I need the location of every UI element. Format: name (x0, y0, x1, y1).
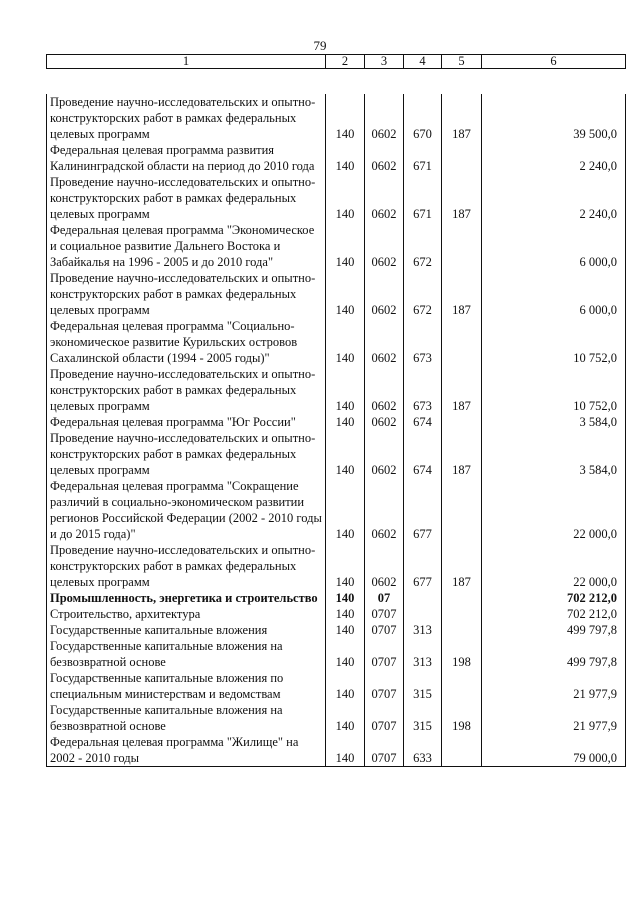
target-code-cell: 315 (404, 702, 442, 734)
table-row (47, 270, 626, 318)
expense-type-cell (442, 734, 482, 767)
section-code-cell: 0602 (365, 94, 404, 142)
expense-type-cell: 198 (442, 638, 482, 670)
column-number-3: 3 (365, 55, 404, 69)
expense-type-cell: 187 (442, 94, 482, 142)
table-row (47, 366, 626, 414)
ministry-code-cell: 140 (326, 590, 365, 606)
table-row (47, 606, 626, 622)
table-row (47, 478, 626, 542)
table-row (47, 318, 626, 366)
amount-cell: 21 977,9 (482, 702, 626, 734)
item-name-cell: Государственные капитальные вложения на безвозвратной основе (47, 638, 326, 670)
table-row (47, 542, 626, 590)
target-code-cell: 671 (404, 174, 442, 222)
ministry-code-cell: 140 (326, 414, 365, 430)
item-name-cell: Проведение научно-исследовательских и опытно-конструкторских работ в рамках федеральных целевых программ (47, 366, 326, 414)
ministry-code-cell: 140 (326, 638, 365, 670)
table-row (47, 638, 626, 670)
section-code-cell: 0707 (365, 606, 404, 622)
target-code-cell: 313 (404, 638, 442, 670)
target-code-cell: 672 (404, 222, 442, 270)
amount-cell: 22 000,0 (482, 478, 626, 542)
item-name-cell: Федеральная целевая программа "Сокращение различий в социально-экономическом развитии регионов Российской Федерации (2002 - 2010 годы и до 2015 года)" (47, 478, 326, 542)
table-row (47, 222, 626, 270)
table-row (47, 734, 626, 767)
section-code-cell: 0707 (365, 702, 404, 734)
item-name-cell: Строительство, архитектура (47, 606, 326, 622)
section-code-cell: 0602 (365, 142, 404, 174)
column-number-1: 1 (47, 55, 326, 69)
section-code-cell: 0602 (365, 318, 404, 366)
ministry-code-cell: 140 (326, 430, 365, 478)
amount-cell: 22 000,0 (482, 542, 626, 590)
table-row (47, 142, 626, 174)
column-number-row (47, 55, 626, 69)
expense-type-cell: 187 (442, 366, 482, 414)
item-name-cell: Проведение научно-исследовательских и опытно-конструкторских работ в рамках федеральных целевых программ (47, 94, 326, 142)
target-code-cell: 633 (404, 734, 442, 767)
ministry-code-cell: 140 (326, 174, 365, 222)
amount-cell: 39 500,0 (482, 94, 626, 142)
table-row (47, 622, 626, 638)
section-code-cell: 07 (365, 590, 404, 606)
ministry-code-cell: 140 (326, 366, 365, 414)
amount-cell: 3 584,0 (482, 430, 626, 478)
expense-type-cell: 187 (442, 430, 482, 478)
target-code-cell: 674 (404, 414, 442, 430)
section-code-cell: 0602 (365, 478, 404, 542)
target-code-cell: 313 (404, 622, 442, 638)
expense-type-cell (442, 222, 482, 270)
column-number-5: 5 (442, 55, 482, 69)
table-row (47, 414, 626, 430)
amount-cell: 10 752,0 (482, 318, 626, 366)
ministry-code-cell: 140 (326, 478, 365, 542)
section-code-cell: 0707 (365, 638, 404, 670)
amount-cell: 702 212,0 (482, 590, 626, 606)
table-row (47, 430, 626, 478)
item-name-cell: Федеральная целевая программа развития Калининградской области на период до 2010 года (47, 142, 326, 174)
expense-type-cell (442, 142, 482, 174)
item-name-cell: Федеральная целевая программа "Экономическое и социальное развитие Дальнего Востока и Забайкалья на 1996 - 2005 и до 2010 года" (47, 222, 326, 270)
section-code-cell: 0707 (365, 670, 404, 702)
target-code-cell: 674 (404, 430, 442, 478)
table-row (47, 590, 626, 606)
table-row (47, 670, 626, 702)
amount-cell: 499 797,8 (482, 622, 626, 638)
target-code-cell (404, 590, 442, 606)
expense-type-cell: 187 (442, 270, 482, 318)
item-name-cell: Проведение научно-исследовательских и опытно-конструкторских работ в рамках федеральных целевых программ (47, 270, 326, 318)
expense-type-cell (442, 478, 482, 542)
column-number-6: 6 (482, 55, 626, 69)
section-code-cell: 0602 (365, 222, 404, 270)
ministry-code-cell: 140 (326, 94, 365, 142)
expense-type-cell (442, 606, 482, 622)
expense-type-cell (442, 318, 482, 366)
ministry-code-cell: 140 (326, 670, 365, 702)
target-code-cell: 315 (404, 670, 442, 702)
amount-cell: 6 000,0 (482, 222, 626, 270)
expense-type-cell: 187 (442, 542, 482, 590)
item-name-cell: Проведение научно-исследовательских и опытно-конструкторских работ в рамках федеральных целевых программ (47, 430, 326, 478)
amount-cell: 21 977,9 (482, 670, 626, 702)
ministry-code-cell: 140 (326, 702, 365, 734)
ministry-code-cell: 140 (326, 542, 365, 590)
expense-type-cell: 198 (442, 702, 482, 734)
amount-cell: 499 797,8 (482, 638, 626, 670)
expense-type-cell: 187 (442, 174, 482, 222)
expense-type-cell (442, 414, 482, 430)
target-code-cell: 677 (404, 478, 442, 542)
ministry-code-cell: 140 (326, 606, 365, 622)
item-name-cell: Государственные капитальные вложения на безвозвратной основе (47, 702, 326, 734)
amount-cell: 6 000,0 (482, 270, 626, 318)
item-name-cell: Государственные капитальные вложения (47, 622, 326, 638)
target-code-cell: 673 (404, 366, 442, 414)
column-number-4: 4 (404, 55, 442, 69)
amount-cell: 702 212,0 (482, 606, 626, 622)
target-code-cell (404, 606, 442, 622)
expense-type-cell (442, 670, 482, 702)
section-code-cell: 0707 (365, 734, 404, 767)
table-row (47, 702, 626, 734)
item-name-cell: Государственные капитальные вложения по специальным министерствам и ведомствам (47, 670, 326, 702)
ministry-code-cell: 140 (326, 734, 365, 767)
target-code-cell: 677 (404, 542, 442, 590)
section-code-cell: 0602 (365, 414, 404, 430)
section-code-cell: 0602 (365, 270, 404, 318)
item-name-cell: Федеральная целевая программа "Жилище" на 2002 - 2010 годы (47, 734, 326, 767)
section-code-cell: 0707 (365, 622, 404, 638)
section-code-cell: 0602 (365, 366, 404, 414)
item-name-cell: Проведение научно-исследовательских и опытно-конструкторских работ в рамках федеральных целевых программ (47, 174, 326, 222)
expense-type-cell (442, 590, 482, 606)
amount-cell: 10 752,0 (482, 366, 626, 414)
budget-table (46, 94, 626, 767)
amount-cell: 79 000,0 (482, 734, 626, 767)
ministry-code-cell: 140 (326, 142, 365, 174)
expense-type-cell (442, 622, 482, 638)
column-number-2: 2 (326, 55, 365, 69)
item-name-cell: Промышленность, энергетика и строительство (47, 590, 326, 606)
amount-cell: 3 584,0 (482, 414, 626, 430)
ministry-code-cell: 140 (326, 222, 365, 270)
target-code-cell: 670 (404, 94, 442, 142)
amount-cell: 2 240,0 (482, 142, 626, 174)
section-code-cell: 0602 (365, 174, 404, 222)
section-code-cell: 0602 (365, 542, 404, 590)
ministry-code-cell: 140 (326, 318, 365, 366)
amount-cell: 2 240,0 (482, 174, 626, 222)
ministry-code-cell: 140 (326, 622, 365, 638)
item-name-cell: Проведение научно-исследовательских и опытно-конструкторских работ в рамках федеральных целевых программ (47, 542, 326, 590)
target-code-cell: 672 (404, 270, 442, 318)
column-header-table (46, 54, 626, 69)
item-name-cell: Федеральная целевая программа "Социально-экономическое развитие Курильских островов Сахалинской области (1994 - 2005 годы)" (47, 318, 326, 366)
target-code-cell: 671 (404, 142, 442, 174)
table-row (47, 94, 626, 142)
ministry-code-cell: 140 (326, 270, 365, 318)
target-code-cell: 673 (404, 318, 442, 366)
section-code-cell: 0602 (365, 430, 404, 478)
item-name-cell: Федеральная целевая программа "Юг России" (47, 414, 326, 430)
page-number: 79 (313, 38, 327, 53)
table-row (47, 174, 626, 222)
budget-table-body (47, 94, 626, 767)
